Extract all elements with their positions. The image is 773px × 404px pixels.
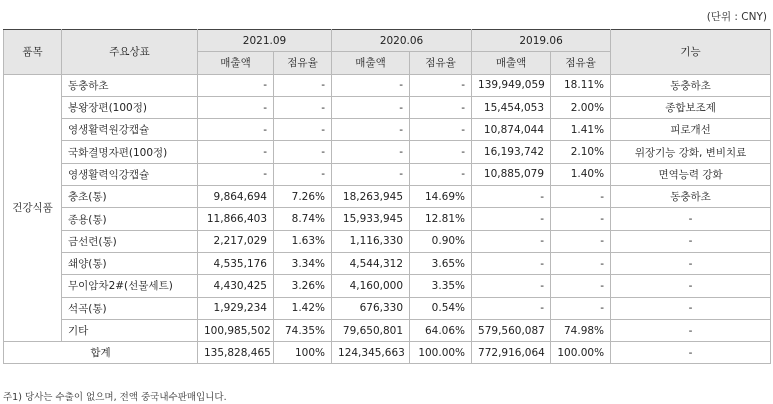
cell-s19: -: [472, 186, 551, 208]
cell-s19: 10,885,079: [472, 163, 551, 185]
cell-name: 기타: [62, 319, 198, 341]
cell-s19: 10,874,044: [472, 119, 551, 141]
cell-func: 위장기능 강화, 변비치료: [611, 141, 771, 163]
cell-func: 면역능력 강화: [611, 163, 771, 185]
cell-s20: 676,330: [332, 297, 410, 319]
cell-p19: -: [551, 297, 611, 319]
cell-s19: 16,193,742: [472, 141, 551, 163]
cell-p19: 1.40%: [551, 163, 611, 185]
cell-p20: 0.90%: [410, 230, 472, 252]
header-period-2020: 2020.06: [332, 30, 472, 52]
cell-p19: -: [551, 275, 611, 297]
cell-s21: 2,217,029: [198, 230, 274, 252]
cell-p21: -: [274, 163, 332, 185]
cell-p20: 0.54%: [410, 297, 472, 319]
cell-s19: 15,454,053: [472, 96, 551, 118]
header-sales: 매출액: [332, 52, 410, 74]
cell-s20: -: [332, 74, 410, 96]
total-row: [4, 342, 771, 364]
cell-func: -: [611, 319, 771, 341]
cell-p21: -: [274, 96, 332, 118]
total-func: -: [611, 342, 771, 364]
header-period-2021: 2021.09: [198, 30, 332, 52]
table-row: [4, 119, 771, 141]
header-share: 점유율: [274, 52, 332, 74]
cell-p19: -: [551, 208, 611, 230]
cell-p20: 3.65%: [410, 252, 472, 274]
cell-name: 영생활력익강캡슐: [62, 163, 198, 185]
cell-s21: -: [198, 141, 274, 163]
cell-s20: 4,544,312: [332, 252, 410, 274]
product-sales-table: [3, 29, 771, 364]
total-name: 합계: [4, 342, 198, 364]
cell-p19: -: [551, 252, 611, 274]
header-function: 기능: [611, 30, 771, 75]
table-row: [4, 186, 771, 208]
total-p19: 100.00%: [551, 342, 611, 364]
cell-p20: -: [410, 74, 472, 96]
cell-s19: -: [472, 252, 551, 274]
cell-p21: 7.26%: [274, 186, 332, 208]
cell-s21: 11,866,403: [198, 208, 274, 230]
total-s19: 772,916,064: [472, 342, 551, 364]
cell-name: 영생활력원강캡슐: [62, 119, 198, 141]
cell-func: 동충하초: [611, 74, 771, 96]
cell-s19: -: [472, 208, 551, 230]
cell-s19: -: [472, 230, 551, 252]
cell-p19: 18.11%: [551, 74, 611, 96]
table-row: [4, 230, 771, 252]
cell-name: 석곡(통): [62, 297, 198, 319]
cell-s21: 4,535,176: [198, 252, 274, 274]
cell-p21: -: [274, 141, 332, 163]
cell-func: 동충하초: [611, 186, 771, 208]
cell-name: 봉왕장편(100정): [62, 96, 198, 118]
cell-p20: 3.35%: [410, 275, 472, 297]
cell-s20: 1,116,330: [332, 230, 410, 252]
cell-p20: -: [410, 141, 472, 163]
cell-p21: 1.63%: [274, 230, 332, 252]
cell-s19: 579,560,087: [472, 319, 551, 341]
cell-p21: 3.26%: [274, 275, 332, 297]
cell-func: -: [611, 230, 771, 252]
category-cell: 건강식품: [4, 74, 62, 342]
cell-name: 금선련(통): [62, 230, 198, 252]
cell-s20: 18,263,945: [332, 186, 410, 208]
cell-p21: 74.35%: [274, 319, 332, 341]
cell-p19: 2.00%: [551, 96, 611, 118]
table-row: [4, 208, 771, 230]
cell-s19: -: [472, 275, 551, 297]
cell-s20: -: [332, 141, 410, 163]
cell-name: 동충하초: [62, 74, 198, 96]
cell-s20: -: [332, 96, 410, 118]
table-row: [4, 141, 771, 163]
header-share: 점유율: [551, 52, 611, 74]
cell-p20: -: [410, 163, 472, 185]
cell-s19: 139,949,059: [472, 74, 551, 96]
total-p21: 100%: [274, 342, 332, 364]
table-row: [4, 163, 771, 185]
cell-s20: 15,933,945: [332, 208, 410, 230]
cell-s20: -: [332, 119, 410, 141]
cell-s20: 79,650,801: [332, 319, 410, 341]
total-s20: 124,345,663: [332, 342, 410, 364]
cell-s21: 1,929,234: [198, 297, 274, 319]
table-row: [4, 96, 771, 118]
cell-func: -: [611, 297, 771, 319]
cell-s20: -: [332, 163, 410, 185]
cell-s20: 4,160,000: [332, 275, 410, 297]
cell-s19: -: [472, 297, 551, 319]
cell-func: -: [611, 252, 771, 274]
cell-name: 충초(통): [62, 186, 198, 208]
total-s21: 135,828,465: [198, 342, 274, 364]
unit-label: (단위 : CNY): [706, 11, 767, 23]
table-row: [4, 275, 771, 297]
table-row: [4, 74, 771, 96]
header-category: 품목: [4, 30, 62, 75]
table-row: [4, 252, 771, 274]
cell-p19: 74.98%: [551, 319, 611, 341]
cell-name: 종용(통): [62, 208, 198, 230]
cell-func: -: [611, 208, 771, 230]
cell-p19: 1.41%: [551, 119, 611, 141]
cell-func: 종합보조제: [611, 96, 771, 118]
cell-p20: 12.81%: [410, 208, 472, 230]
cell-name: 무이암차2#(선물세트): [62, 275, 198, 297]
cell-s21: -: [198, 119, 274, 141]
header-product: 주요상표: [62, 30, 198, 75]
header-sales: 매출액: [472, 52, 551, 74]
cell-func: -: [611, 275, 771, 297]
cell-p21: 1.42%: [274, 297, 332, 319]
cell-s21: -: [198, 74, 274, 96]
cell-name: 쇄양(통): [62, 252, 198, 274]
cell-p19: -: [551, 186, 611, 208]
header-share: 점유율: [410, 52, 472, 74]
cell-s21: -: [198, 96, 274, 118]
cell-p19: -: [551, 230, 611, 252]
cell-p21: -: [274, 74, 332, 96]
table-row: [4, 297, 771, 319]
table-row: [4, 319, 771, 341]
cell-p21: 3.34%: [274, 252, 332, 274]
cell-p20: 14.69%: [410, 186, 472, 208]
table-body: [4, 74, 771, 364]
footnote: 주1) 당사는 수출이 없으며, 전액 중국내수판매입니다.: [3, 392, 227, 403]
cell-s21: 100,985,502: [198, 319, 274, 341]
header-period-2019: 2019.06: [472, 30, 611, 52]
cell-p20: -: [410, 119, 472, 141]
cell-func: 피로개선: [611, 119, 771, 141]
cell-s21: 9,864,694: [198, 186, 274, 208]
cell-p21: -: [274, 119, 332, 141]
cell-s21: -: [198, 163, 274, 185]
cell-p19: 2.10%: [551, 141, 611, 163]
cell-p21: 8.74%: [274, 208, 332, 230]
cell-s21: 4,430,425: [198, 275, 274, 297]
total-p20: 100.00%: [410, 342, 472, 364]
header-sales: 매출액: [198, 52, 274, 74]
cell-p20: -: [410, 96, 472, 118]
cell-p20: 64.06%: [410, 319, 472, 341]
cell-name: 국화결명자편(100정): [62, 141, 198, 163]
